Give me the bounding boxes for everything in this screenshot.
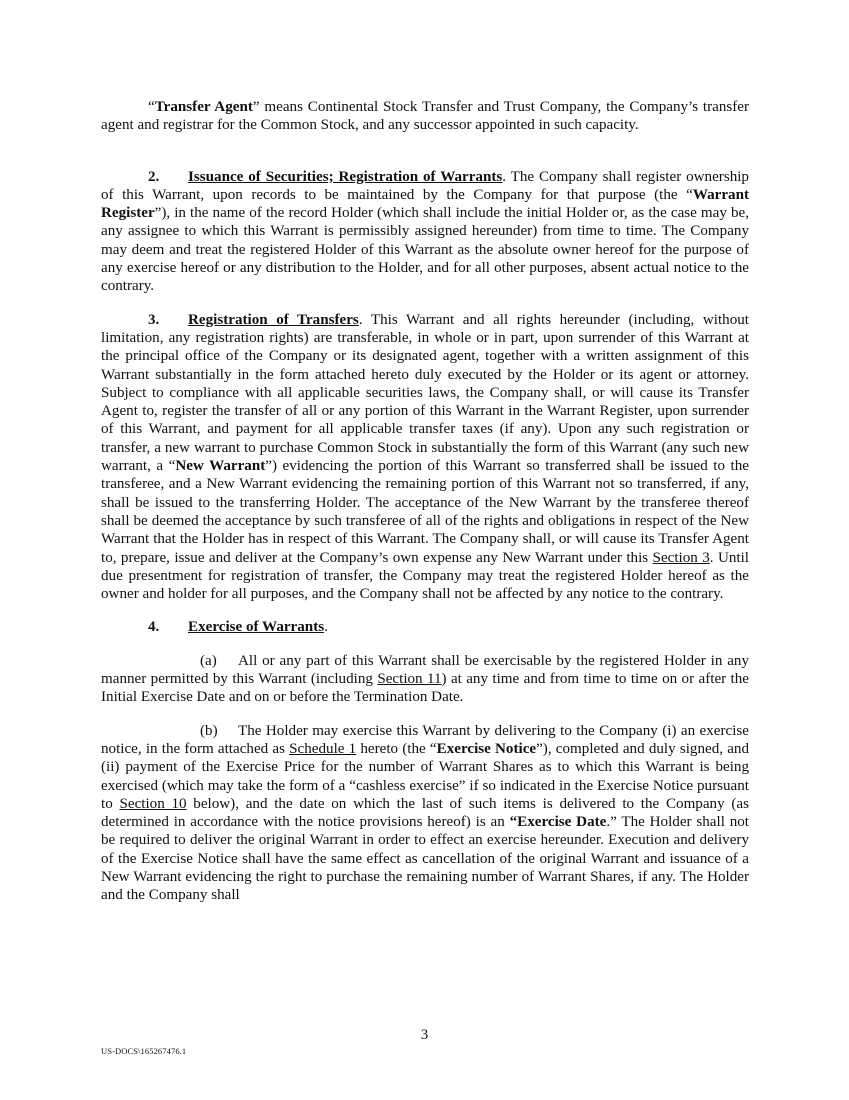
paragraph-transfer-agent-definition	[101, 98, 749, 135]
section-10-cross-reference: Section 10	[119, 795, 187, 812]
section-4-heading: Exercise of Warrants	[188, 619, 325, 636]
page-number: 3	[420, 1027, 429, 1043]
section-3-paragraph	[101, 311, 749, 604]
section-11-cross-reference: Section 11	[377, 671, 442, 688]
section-3-heading: Registration of Transfers	[188, 311, 359, 328]
section-2-text: ”), in the name of the record Holder (which shall include the initial Holder or, as the case may be, any assignee to which this Warrant is permissibly assigned hereunder) from time to time. The Company may deem and treat the registered Holder of this Warrant as the absolute owner hereof for the purpose of any exercise hereof or any distribution to the Holder, and for all other purposes, absent actual notice to the contrary.	[101, 205, 749, 295]
section-4b-label: (b)	[200, 722, 218, 739]
section-4-period: .	[324, 619, 328, 636]
document-id: US-DOCS\165267476.1	[101, 1046, 187, 1056]
section-2-text: . The Company shall register ownership of this Warrant, upon records to be maintained by the Company for that purpose (the “	[101, 168, 749, 203]
defined-term-warrant-register: Warrant Register	[101, 186, 749, 222]
section-3-cross-reference: Section 3	[652, 549, 710, 566]
section-4b-text: hereto (the “	[356, 740, 437, 757]
section-4-heading-line	[101, 618, 749, 636]
section-4a-text: All or any part of this Warrant shall be exercisable by the registered Holder in any manner permitted by this Warrant (including	[101, 652, 749, 688]
section-4a-label: (a)	[200, 652, 217, 669]
schedule-1-cross-reference: Schedule 1	[289, 740, 357, 757]
defined-term-new-warrant: New Warrant	[175, 458, 266, 475]
section-4a-paragraph	[101, 652, 749, 707]
defined-term-transfer-agent: Transfer Agent	[154, 99, 253, 115]
section-4b-text: The Holder may exercise this Warrant by delivering to the Company (i) an exercise notice, in the form attached as	[101, 722, 749, 757]
section-4b-text: ”), completed and duly signed, and (ii) payment of the Exercise Price for the number of Warrant Shares as to which this Warrant is being exercised (which may take the form of a “cashless exercise” if so indicated in the Exercise Notice pursuant to	[101, 740, 749, 812]
document-page	[101, 98, 749, 905]
defined-term-exercise-notice: Exercise Notice	[436, 740, 537, 757]
definition-text: ” means Continental Stock Transfer and Trust Company, the Company’s transfer agent and registrar for the Common Stock, and any successor appointed in such capacity.	[101, 99, 750, 134]
section-3-text: . Until due presentment for registration of transfer, the Company may treat the registered Holder hereof as the owner and holder for all purposes, and the Company shall not be affected by any notice to the contrary.	[101, 549, 749, 603]
section-2-number: 2.	[148, 168, 160, 185]
defined-term-exercise-date: “Exercise Date	[509, 814, 607, 831]
section-4b-text: below), and the date on which the last of such items is delivered to the Company (as determined in accordance with the notice provisions hereof) is an	[101, 795, 749, 831]
section-4-number: 4.	[148, 619, 160, 636]
section-3-number: 3.	[148, 311, 160, 328]
section-4a-text: ) at any time and from time to time on or after the Initial Exercise Date and on or before the Termination Date.	[101, 671, 749, 706]
quote-open: “	[148, 99, 155, 115]
section-3-text: ”) evidencing the portion of this Warrant so transferred shall be issued to the transferee, and a New Warrant evidencing the remaining portion of this Warrant not so transferred, if any, shall be issued to the transferring Holder. The acceptance of the New Warrant by the transferee thereof shall be deemed the acceptance by such transferee of all of the rights and obligations in respect of the New Warrant that the Holder has in respect of this Warrant. The Company shall, or will cause its Transfer Agent to, prepare, issue and deliver at the Company’s own expense any New Warrant under this	[101, 458, 749, 566]
section-3-text: . This Warrant and all rights hereunder (including, without limitation, any registration rights) are transferable, in whole or in part, upon surrender of this Warrant at the principal office of the Company or its designated agent, together with a written assignment of this Warrant substantially in the form attached hereto duly executed by the Holder or its agent or attorney. Subject to compliance with all applicable securities laws, the Company shall, or will cause its Transfer Agent to, register the transfer of all or any portion of this Warrant in the Warrant Register, upon surrender of this Warrant, and payment for all applicable transfer taxes (if any). Upon any such registration or transfer, a new warrant to purchase Common Stock in substantially the form of this Warrant (any such new warrant, a “	[101, 311, 749, 475]
section-4b-paragraph	[101, 722, 749, 905]
section-2-heading: Issuance of Securities; Registration of Warrants	[188, 168, 503, 185]
section-4b-text: .” The Holder shall not be required to deliver the original Warrant in order to effect an exercise hereunder. Execution and delivery of the Exercise Notice shall have the same effect as cancellation of the original Warrant and issuance of a New Warrant evidencing the right to purchase the remaining number of Warrant Shares, if any. The Holder and the Company shall	[101, 814, 750, 904]
section-2-paragraph	[101, 168, 749, 296]
